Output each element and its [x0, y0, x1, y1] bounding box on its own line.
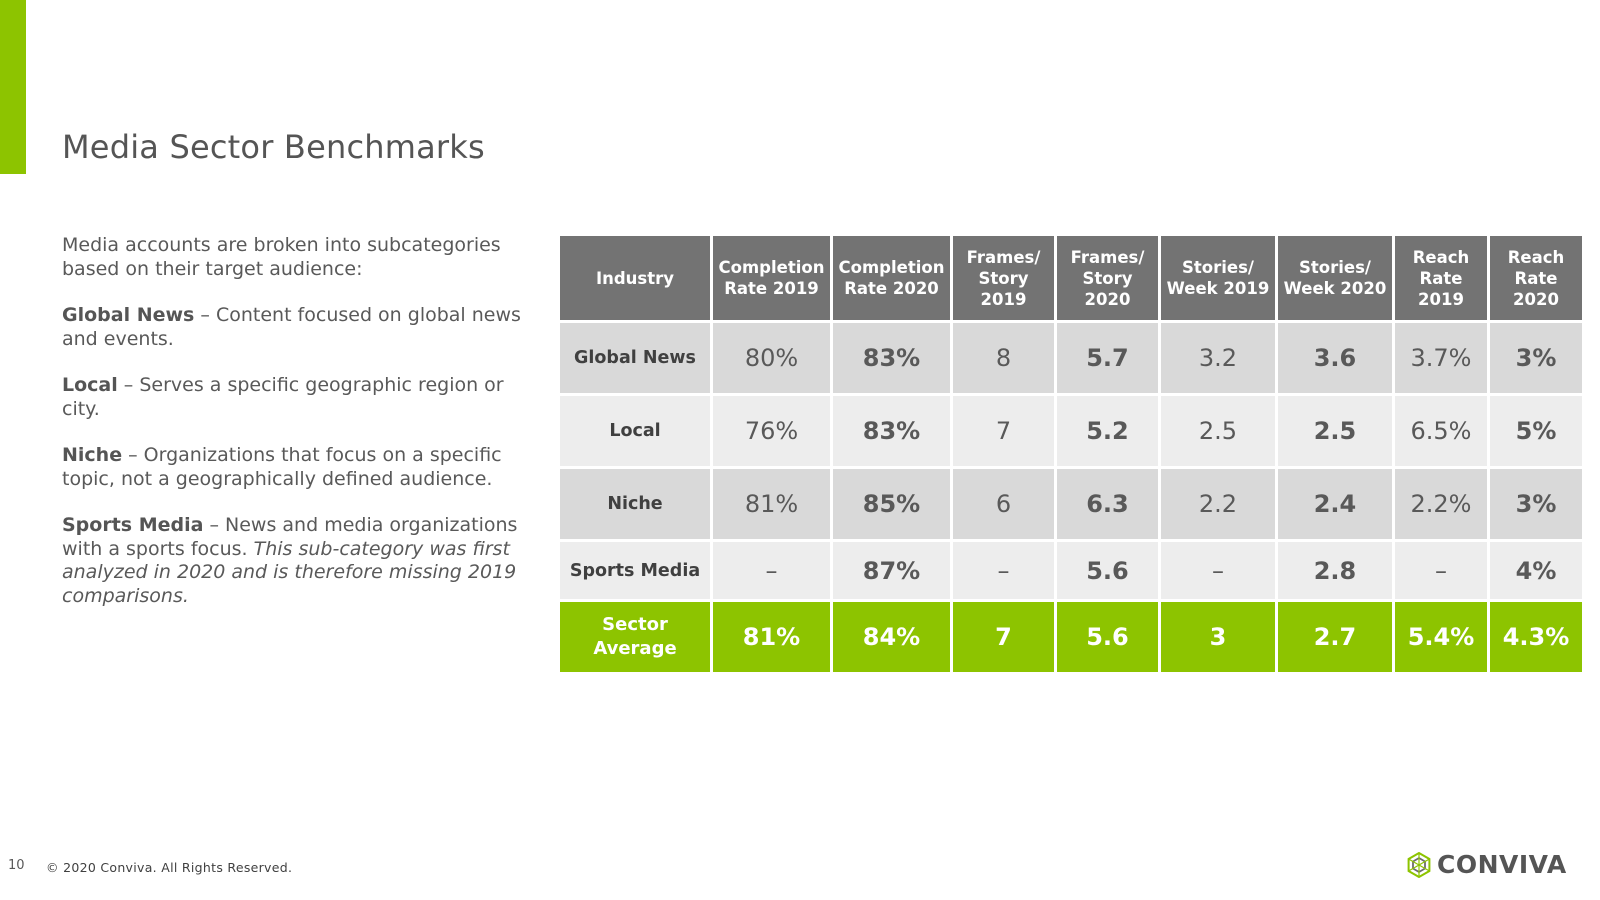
- header-completion-rate-2019: Completion Rate 2019: [713, 236, 830, 320]
- table-cell: 85%: [833, 469, 950, 539]
- table-row: [560, 396, 1582, 466]
- table-cell: 84%: [833, 602, 950, 672]
- table-cell: 2.2%: [1395, 469, 1487, 539]
- table-cell: 8: [953, 323, 1054, 393]
- table-cell: 5.2: [1057, 396, 1158, 466]
- description-term: Niche: [62, 444, 123, 466]
- description-note: This sub-category was first analyzed in 2020 and is therefore missing 2019 comparisons.: [62, 537, 517, 607]
- table-cell: –: [1161, 542, 1275, 599]
- description-text: – News and media organizations with a sports focus.: [62, 514, 518, 560]
- row-label: Local: [560, 396, 710, 466]
- description-item-local: [62, 374, 542, 421]
- table-cell: 4%: [1490, 542, 1582, 599]
- table-cell: 2.5: [1278, 396, 1392, 466]
- table-row: [560, 323, 1582, 393]
- table-cell: 2.2: [1161, 469, 1275, 539]
- row-label: Global News: [560, 323, 710, 393]
- description-term: Local: [62, 374, 118, 396]
- table-header-row: [560, 236, 1582, 320]
- table-cell: 4.3%: [1490, 602, 1582, 672]
- description-text: – Content focused on global news and events.: [62, 304, 521, 350]
- table-cell: 5%: [1490, 396, 1582, 466]
- table-cell: 5.6: [1057, 542, 1158, 599]
- table-cell: –: [953, 542, 1054, 599]
- header-frames-story-2020: Frames/ Story 2020: [1057, 236, 1158, 320]
- conviva-logo: [1406, 850, 1567, 879]
- table-cell: 5.6: [1057, 602, 1158, 672]
- table-cell: 6.3: [1057, 469, 1158, 539]
- sector-average-row: [560, 602, 1582, 672]
- table-cell: 7: [953, 396, 1054, 466]
- table-row: [560, 469, 1582, 539]
- table-cell: 2.8: [1278, 542, 1392, 599]
- table-cell: 81%: [713, 469, 830, 539]
- table-cell: 3.7%: [1395, 323, 1487, 393]
- table-cell: 2.4: [1278, 469, 1392, 539]
- description-term: Sports Media: [62, 514, 204, 536]
- table-cell: 6: [953, 469, 1054, 539]
- table-cell: 76%: [713, 396, 830, 466]
- header-stories-week-2019: Stories/ Week 2019: [1161, 236, 1275, 320]
- table-cell: –: [713, 542, 830, 599]
- page-title: Media Sector Benchmarks: [62, 128, 485, 166]
- row-label: Niche: [560, 469, 710, 539]
- header-industry: Industry: [560, 236, 710, 320]
- table-cell: 83%: [833, 323, 950, 393]
- page-number: 10: [8, 858, 25, 873]
- table-cell: 3.2: [1161, 323, 1275, 393]
- description-intro: Media accounts are broken into subcategories based on their target audience:: [62, 234, 501, 280]
- description-item-sports-media: [62, 514, 542, 608]
- description-item-global-news: [62, 304, 542, 351]
- accent-bar: [0, 0, 26, 174]
- header-stories-week-2020: Stories/ Week 2020: [1278, 236, 1392, 320]
- header-reach-rate-2020: Reach Rate 2020: [1490, 236, 1582, 320]
- table-cell: 87%: [833, 542, 950, 599]
- table-cell: 3.6: [1278, 323, 1392, 393]
- description-text: – Serves a specific geographic region or city.: [62, 374, 504, 420]
- conviva-logo-icon: [1406, 852, 1432, 878]
- table-cell: 7: [953, 602, 1054, 672]
- header-reach-rate-2019: Reach Rate 2019: [1395, 236, 1487, 320]
- table-cell: 3%: [1490, 469, 1582, 539]
- header-frames-story-2019: Frames/ Story 2019: [953, 236, 1054, 320]
- table-cell: 5.7: [1057, 323, 1158, 393]
- description-item-niche: [62, 444, 542, 491]
- table-cell: 2.7: [1278, 602, 1392, 672]
- table-cell: 6.5%: [1395, 396, 1487, 466]
- logo-text: CONVIVA: [1437, 850, 1567, 879]
- description-term: Global News: [62, 304, 195, 326]
- row-label: Sector Average: [560, 602, 710, 672]
- table-cell: 80%: [713, 323, 830, 393]
- table-cell: 5.4%: [1395, 602, 1487, 672]
- copyright-notice: © 2020 Conviva. All Rights Reserved.: [46, 860, 293, 875]
- header-completion-rate-2020: Completion Rate 2020: [833, 236, 950, 320]
- table-cell: 3: [1161, 602, 1275, 672]
- table-cell: 83%: [833, 396, 950, 466]
- description-panel: [62, 234, 542, 631]
- table-cell: 81%: [713, 602, 830, 672]
- table-row: [560, 542, 1582, 599]
- row-label: Sports Media: [560, 542, 710, 599]
- benchmark-table: [557, 233, 1585, 675]
- table-cell: –: [1395, 542, 1487, 599]
- description-text: – Organizations that focus on a specific topic, not a geographically defined audience.: [62, 444, 502, 490]
- table-cell: 2.5: [1161, 396, 1275, 466]
- table-cell: 3%: [1490, 323, 1582, 393]
